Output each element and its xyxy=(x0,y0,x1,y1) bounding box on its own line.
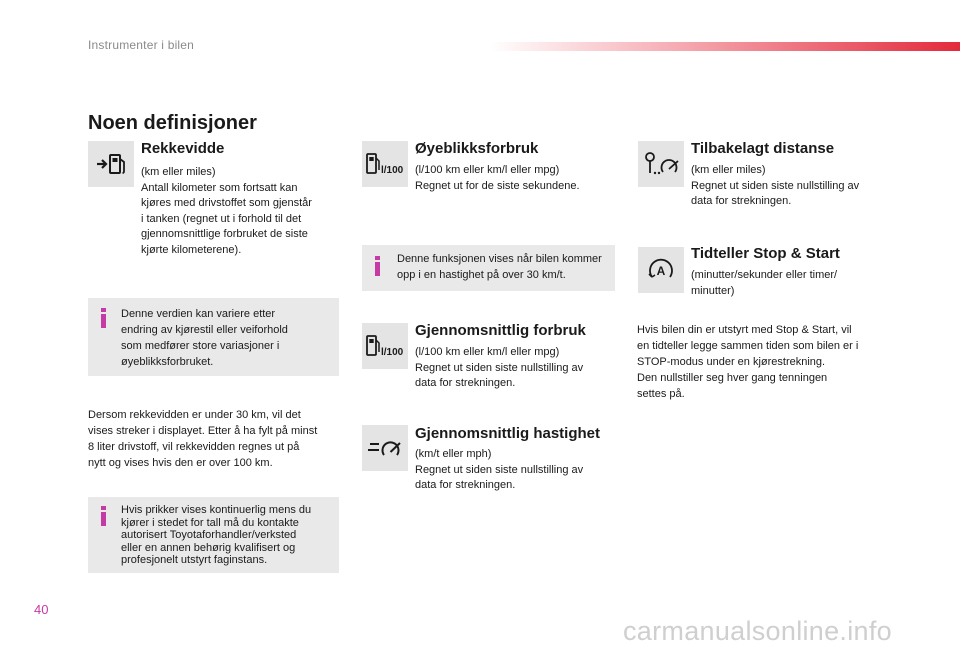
page-number: 40 xyxy=(34,602,49,617)
note-line: Denne funksjonen vises når bilen kommer xyxy=(397,253,602,265)
paragraph-line: STOP-modus under en kjørestrekning. xyxy=(637,356,826,368)
paragraph-line: 8 liter drivstoff, vil rekkevidden regnes ut på xyxy=(88,441,300,453)
range-icon xyxy=(88,141,134,187)
average-consumption-icon xyxy=(362,323,408,369)
note-line: eller en annen behørig kvalifisert og xyxy=(121,541,296,554)
range-line: gjennomsnittlige forbruket de siste xyxy=(141,228,308,240)
note-line: øyeblikksforbruket. xyxy=(121,356,214,368)
range-line: (km eller miles) xyxy=(141,166,216,178)
instant-consumption-title: Øyeblikksforbruk xyxy=(415,140,539,157)
description-line: minutter) xyxy=(691,284,735,297)
range-line: i tanken (regnet ut i forhold til det xyxy=(141,212,302,225)
instant-consumption-description xyxy=(415,163,580,194)
description-line: (km eller miles) xyxy=(691,164,766,176)
paragraph-line: en tidteller legge sammen tiden som bilen er i xyxy=(637,340,859,352)
average-consumption-description xyxy=(415,345,583,392)
range-low-fuel-paragraph xyxy=(88,407,317,471)
average-speed-icon xyxy=(362,425,408,471)
stop-start-paragraph xyxy=(637,322,858,402)
distance-travelled-title: Tilbakelagt distanse xyxy=(691,140,835,157)
description-line: (km/t eller mph) xyxy=(415,448,492,460)
description-line: (l/100 km eller km/l eller mpg) xyxy=(415,164,560,176)
description-line: Regnet ut siden siste nullstilling av xyxy=(415,463,584,476)
range-line: Antall kilometer som fortsatt kan xyxy=(141,181,298,194)
note-line: profesjonelt utstyrt faginstans. xyxy=(121,554,268,566)
note-line: endring av kjørestil eller veiforhold xyxy=(121,324,288,336)
icon-unit-text: l/100 xyxy=(381,165,404,176)
distance-travelled-description xyxy=(691,163,859,210)
paragraph-line: Dersom rekkevidden er under 30 km, vil det xyxy=(88,409,301,421)
note-line: kjører i stedet for tall må du kontakte xyxy=(121,516,299,529)
info-icon xyxy=(101,506,106,526)
paragraph-line: nytt og vises hvis den er over 100 km. xyxy=(88,457,273,469)
header-gradient-bar xyxy=(490,42,960,51)
average-speed-title: Gjennomsnittlig hastighet xyxy=(415,425,601,442)
description-line: (l/100 km eller km/l eller mpg) xyxy=(415,346,560,358)
info-note-dots-displayed xyxy=(88,497,339,573)
stop-start-timer-description xyxy=(691,268,837,299)
info-icon xyxy=(101,308,106,328)
description-line: data for strekningen. xyxy=(415,479,516,491)
icon-unit-text: l/100 xyxy=(381,347,404,358)
description-line: data for strekningen. xyxy=(415,377,516,389)
instant-consumption-icon xyxy=(362,141,408,187)
chapter-title: Instrumenter i bilen xyxy=(88,38,195,52)
page-title: Noen definisjoner xyxy=(88,112,257,134)
description-line: (minutter/sekunder eller timer/ xyxy=(691,269,838,281)
description-line: Regnet ut siden siste nullstilling av xyxy=(691,179,860,192)
info-note-range-variation xyxy=(88,298,339,376)
paragraph-line: Hvis bilen din er utstyrt med Stop & Start, vil xyxy=(637,324,852,336)
note-line: Hvis prikker vises kontinuerlig mens du xyxy=(121,504,312,516)
note-line: opp i en hastighet på over 30 km/t. xyxy=(397,269,566,281)
range-description xyxy=(141,165,312,258)
description-line: Regnet ut for de siste sekundene. xyxy=(415,179,580,192)
average-consumption-title: Gjennomsnittlig forbruk xyxy=(415,322,586,339)
distance-travelled-icon xyxy=(638,141,684,187)
note-line: Denne verdien kan variere etter xyxy=(121,308,276,320)
note-line: autorisert Toyotaforhandler/verksted xyxy=(121,529,297,541)
icon-letter: A xyxy=(656,264,666,278)
range-line: kjøres med drivstoffet som gjenstår xyxy=(141,197,312,209)
description-line: Regnet ut siden siste nullstilling av xyxy=(415,361,584,374)
watermark: carmanualsonline.info xyxy=(623,616,892,646)
average-speed-description xyxy=(415,447,583,494)
paragraph-line: settes på. xyxy=(637,388,685,400)
description-line: data for strekningen. xyxy=(691,195,792,207)
info-icon xyxy=(375,256,380,276)
stop-start-timer-title: Tidteller Stop & Start xyxy=(691,245,840,262)
paragraph-line: vises streker i displayet. Etter å ha fylt på minst xyxy=(88,425,318,437)
range-line: kjørte kilometerene). xyxy=(141,243,242,256)
range-title: Rekkevidde xyxy=(141,140,225,157)
stop-start-timer-icon xyxy=(638,247,684,293)
paragraph-line: Den nullstiller seg hver gang tenningen xyxy=(637,372,828,384)
note-line: som medfører store variasjoner i xyxy=(121,340,280,352)
info-note-speed-threshold xyxy=(362,245,615,291)
